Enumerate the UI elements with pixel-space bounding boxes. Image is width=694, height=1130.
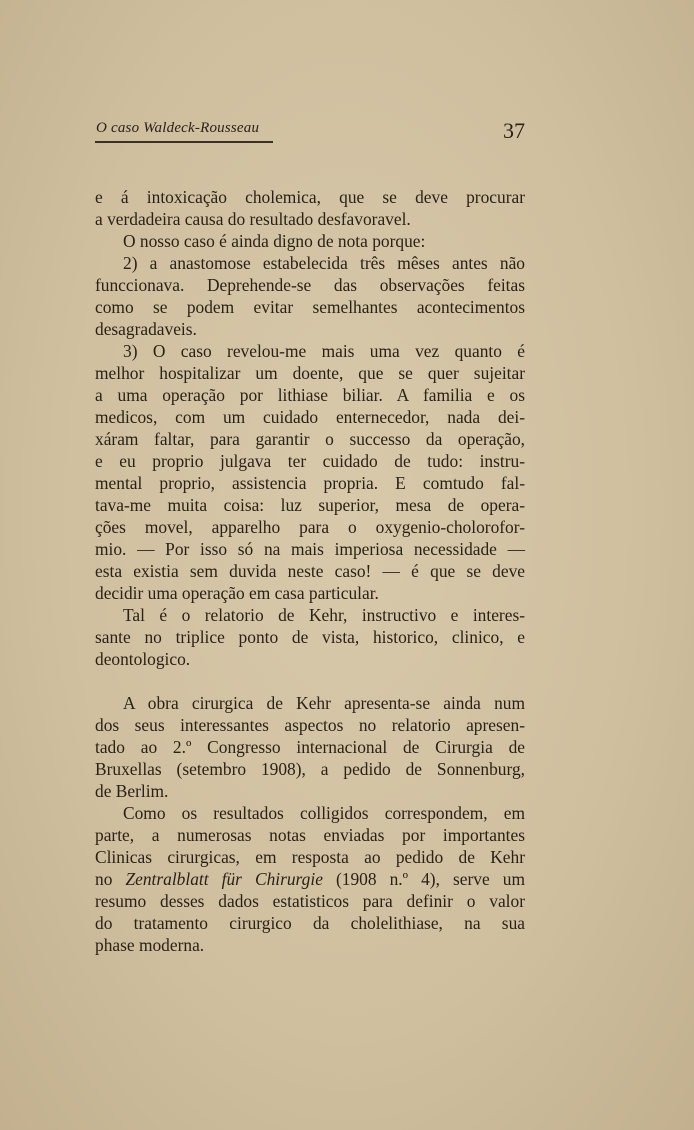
paragraph-3 xyxy=(95,252,525,340)
paragraph-7 xyxy=(95,802,525,956)
text-line: O nosso caso é ainda digno de nota porque: xyxy=(123,231,426,251)
text-line: desagradaveis. xyxy=(95,319,197,339)
text-line: e á intoxicação cholemica, que se deve procurar xyxy=(95,187,525,207)
text-line: e eu proprio julgava ter cuidado de tudo: instru- xyxy=(95,451,525,471)
text-line: parte, a numerosas notas enviadas por importantes xyxy=(95,825,525,845)
running-title: O caso Waldeck-Rousseau xyxy=(96,120,260,136)
text-line: a verdadeira causa do resultado desfavoravel. xyxy=(95,209,411,229)
text-line: mio. — Por isso só na mais imperiosa necessidade — xyxy=(95,539,525,559)
text-line: melhor hospitalizar um doente, que se quer sujeitar xyxy=(95,363,525,383)
text-line: esta existia sem duvida neste caso! — é que se deve xyxy=(95,561,525,581)
text-line: A obra cirurgica de Kehr apresenta-se ainda num xyxy=(123,693,525,713)
text-line: mental proprio, assistencia propria. E comtudo fal- xyxy=(95,473,525,493)
text-line: phase moderna. xyxy=(95,935,205,955)
text-line: a uma operação por lithiase biliar. A familia e os xyxy=(95,385,525,405)
text-line: Como os resultados colligidos correspondem, em xyxy=(123,803,525,823)
paragraph-2 xyxy=(95,230,525,252)
text-line: decidir uma operação em casa particular. xyxy=(95,583,379,603)
text-line: Clinicas cirurgicas, em resposta ao pedido de Kehr xyxy=(95,847,525,867)
text-line: deontologico. xyxy=(95,649,191,669)
text-line: ções movel, apparelho para o oxygenio-cholorofor- xyxy=(95,517,525,537)
text-line: de Berlim. xyxy=(95,781,169,801)
text-line: sante no triplice ponto de vista, historico, clinico, e xyxy=(95,627,525,647)
page-number: 37 xyxy=(503,118,525,143)
paragraph-5 xyxy=(95,604,525,670)
text-line: Bruxellas (setembro 1908), a pedido de Sonnenburg, xyxy=(95,759,525,779)
text-line: tado ao 2.º Congresso internacional de Cirurgia de xyxy=(95,737,525,757)
paragraph-6 xyxy=(95,692,525,802)
paragraph-1 xyxy=(95,186,525,230)
text-fragment: no xyxy=(95,869,113,889)
section-gap xyxy=(95,670,525,692)
text-line: 2) a anastomose estabelecida três mêses antes não xyxy=(123,253,525,273)
text-fragment: (1908 n.º 4), serve um xyxy=(335,869,525,889)
journal-title: Zentralblatt für Chirurgie xyxy=(125,869,323,889)
paragraph-4 xyxy=(95,340,525,604)
text-line-mixed xyxy=(95,868,525,890)
text-line: xáram faltar, para garantir o successo da operação, xyxy=(95,429,525,449)
body-text xyxy=(95,186,525,956)
text-line: Tal é o relatorio de Kehr, instructivo e interes- xyxy=(123,605,525,625)
text-line: do tratamento cirurgico da cholelithiase, na sua xyxy=(95,913,525,933)
header-rule xyxy=(95,141,273,143)
text-line: tava-me muita coisa: luz superior, mesa de opera- xyxy=(95,495,525,515)
text-line: dos seus interessantes aspectos no relatorio apresen- xyxy=(95,715,525,735)
text-line: como se podem evitar semelhantes acontecimentos xyxy=(95,297,525,317)
text-line: funccionava. Deprehende-se das observações feitas xyxy=(95,275,525,295)
text-line: medicos, com um cuidado enternecedor, nada dei- xyxy=(95,407,525,427)
text-line: resumo desses dados estatisticos para definir o valor xyxy=(95,891,525,911)
text-line: 3) O caso revelou-me mais uma vez quanto é xyxy=(123,341,525,361)
